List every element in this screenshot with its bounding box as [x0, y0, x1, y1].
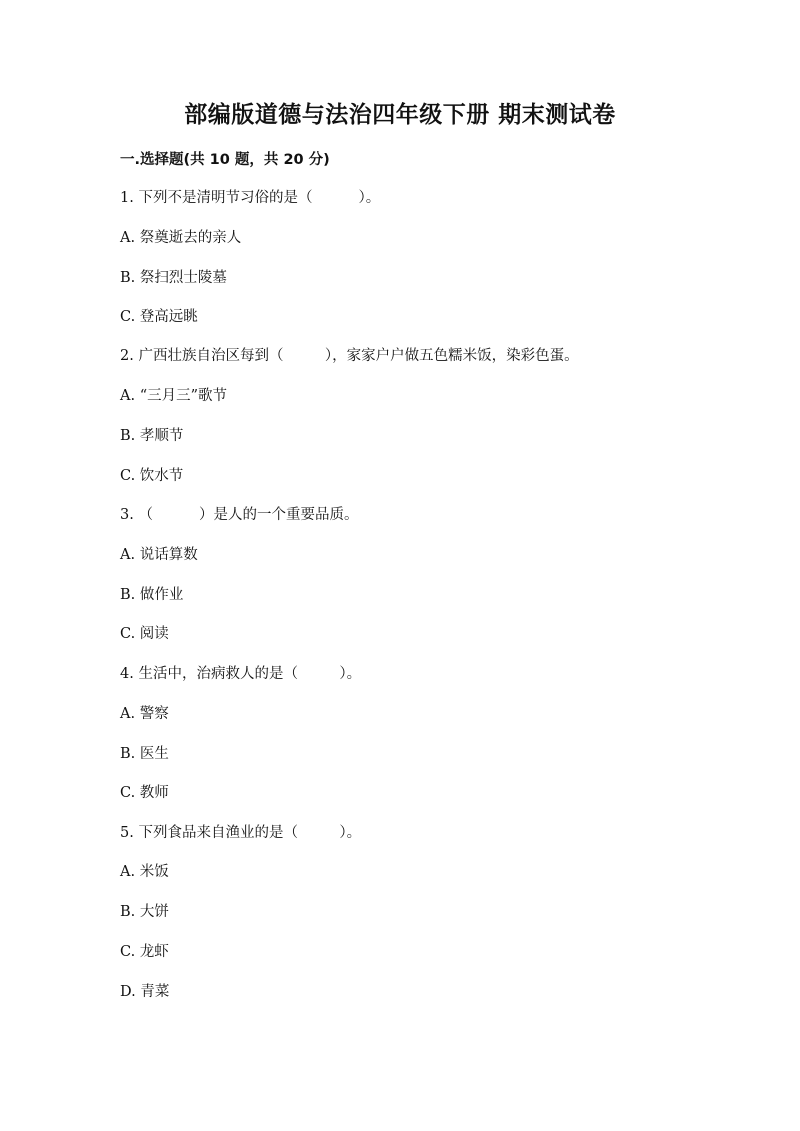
option-1c: C. 登高远眺 [120, 309, 198, 325]
section-heading: 一.选择题(共 10 题，共 20 分) [120, 152, 330, 168]
option-4b: B. 医生 [120, 746, 169, 762]
question-stem-3: 3. （ ）是人的一个重要品质。 [120, 507, 359, 523]
option-3a: A. 说话算数 [120, 547, 198, 563]
option-2c: C. 饮水节 [120, 468, 184, 484]
option-4c: C. 教师 [120, 785, 169, 801]
option-5c: C. 龙虾 [120, 944, 169, 960]
option-2a: A. “三月三”歌节 [120, 388, 228, 404]
option-4a: A. 警察 [120, 706, 169, 722]
option-1a: A. 祭奠逝去的亲人 [120, 230, 242, 246]
question-stem-2: 2. 广西壮族自治区每到（ ），家家户户做五色糯米饭，染彩色蛋。 [120, 348, 579, 364]
page-title: 部编版道德与法治四年级下册 期末测试卷 [184, 102, 616, 128]
question-stem-1: 1. 下列不是清明节习俗的是（ ）。 [120, 190, 381, 206]
option-5b: B. 大饼 [120, 904, 169, 920]
option-1b: B. 祭扫烈士陵墓 [120, 270, 227, 286]
question-stem-4: 4. 生活中，治病救人的是（ ）。 [120, 666, 362, 682]
option-3c: C. 阅读 [120, 626, 169, 642]
option-2b: B. 孝顺节 [120, 428, 184, 444]
option-5a: A. 米饭 [120, 864, 169, 880]
option-5d: D. 青菜 [120, 984, 170, 1000]
option-3b: B. 做作业 [120, 587, 184, 603]
question-stem-5: 5. 下列食品来自渔业的是（ ）。 [120, 825, 362, 841]
